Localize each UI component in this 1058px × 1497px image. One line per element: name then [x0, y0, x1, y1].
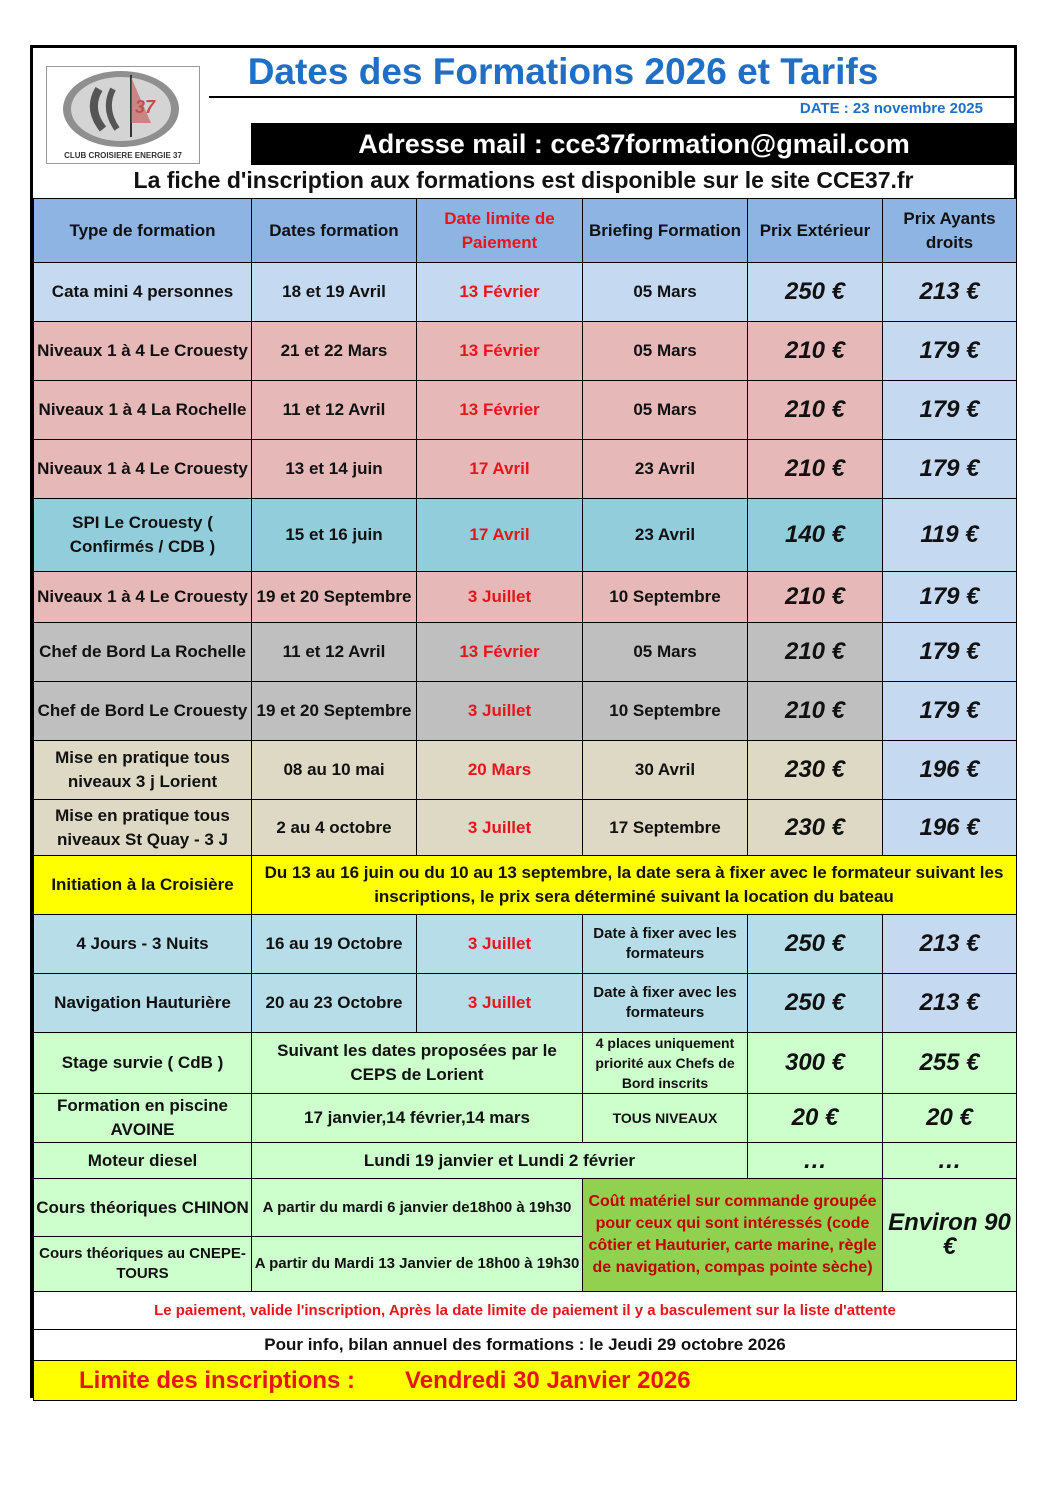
formation-dates: 19 et 20 Septembre — [252, 682, 417, 741]
price-exterior: 210 € — [748, 322, 883, 381]
formation-type: Niveaux 1 à 4 Le Crouesty — [34, 440, 252, 499]
price-members: 196 € — [883, 800, 1017, 856]
formation-dates: 15 et 16 juin — [252, 499, 417, 572]
table-row — [34, 915, 1017, 974]
col-header-briefing: Briefing Formation — [583, 199, 748, 263]
initiation-details: Du 13 au 16 juin ou du 10 au 13 septembre, la date sera à fixer avec le formateur suivant les inscriptions, le prix sera déterminé suivant la location du bateau — [252, 856, 1017, 915]
briefing-date: 10 Septembre — [583, 682, 748, 741]
price-members: 179 € — [883, 682, 1017, 741]
col-header-price-exterior: Prix Extérieur — [748, 199, 883, 263]
svg-text:37: 37 — [135, 97, 156, 117]
formation-type: Initiation à la Croisière — [34, 856, 252, 915]
formation-type: Cours théoriques au CNEPE-TOURS — [34, 1237, 252, 1292]
table-row — [34, 682, 1017, 741]
price-exterior: 210 € — [748, 572, 883, 623]
formation-dates: Suivant les dates proposées par le CEPS de Lorient — [252, 1033, 583, 1094]
payment-notice: Le paiement, valide l'inscription, Après la date limite de paiement il y a basculement sur la liste d'attente — [34, 1292, 1017, 1330]
price-exterior: 230 € — [748, 741, 883, 800]
registration-limit — [34, 1361, 1017, 1401]
title-divider — [209, 96, 1017, 98]
logo-caption: CLUB CROISIERE ENERGIE 37 — [64, 151, 182, 160]
briefing-date: 05 Mars — [583, 322, 748, 381]
briefing-note: TOUS NIVEAUX — [583, 1094, 748, 1143]
formation-dates: 20 au 23 Octobre — [252, 974, 417, 1033]
formation-dates: 18 et 19 Avril — [252, 263, 417, 322]
price-exterior: 300 € — [748, 1033, 883, 1094]
price-exterior: 210 € — [748, 682, 883, 741]
price-exterior: 250 € — [748, 915, 883, 974]
annual-review-info: Pour info, bilan annuel des formations : le Jeudi 29 octobre 2026 — [34, 1330, 1017, 1361]
price-members: 213 € — [883, 263, 1017, 322]
payment-limit: 13 Février — [417, 381, 583, 440]
formation-type: Chef de Bord Le Crouesty — [34, 682, 252, 741]
payment-limit: 3 Juillet — [417, 800, 583, 856]
formation-dates: 21 et 22 Mars — [252, 322, 417, 381]
table-header-row — [34, 199, 1017, 263]
formation-dates: 16 au 19 Octobre — [252, 915, 417, 974]
price-exterior: 230 € — [748, 800, 883, 856]
col-header-dates: Dates formation — [252, 199, 417, 263]
registration-limit-row — [34, 1361, 1017, 1401]
formation-type: Chef de Bord La Rochelle — [34, 623, 252, 682]
info-row — [34, 1330, 1017, 1361]
formation-type: 4 Jours - 3 Nuits — [34, 915, 252, 974]
payment-limit: 13 Février — [417, 623, 583, 682]
material-note: Coût matériel sur commande groupée pour ceux qui sont intéressés (code côtier et Hauturier, carte marine, règle de navigation, compas pointe sèche) — [583, 1179, 883, 1292]
briefing-date: 23 Avril — [583, 440, 748, 499]
payment-notice-row — [34, 1292, 1017, 1330]
formation-dates: 2 au 4 octobre — [252, 800, 417, 856]
page-title: Dates des Formations 2026 et Tarifs — [247, 51, 879, 92]
formations-table — [33, 198, 1017, 1401]
formation-dates: Lundi 19 janvier et Lundi 2 février — [252, 1143, 748, 1179]
price-members: 213 € — [883, 974, 1017, 1033]
formation-type: Stage survie ( CdB ) — [34, 1033, 252, 1094]
registration-limit-date: Vendredi 30 Janvier 2026 — [405, 1366, 691, 1394]
price-exterior: 210 € — [748, 440, 883, 499]
formation-type: Navigation Hauturière — [34, 974, 252, 1033]
formation-dates: 19 et 20 Septembre — [252, 572, 417, 623]
formation-type: Moteur diesel — [34, 1143, 252, 1179]
table-row — [34, 381, 1017, 440]
formation-dates: 17 janvier,14 février,14 mars — [252, 1094, 583, 1143]
formation-type: SPI Le Crouesty ( Confirmés / CDB ) — [34, 499, 252, 572]
price-exterior: 20 € — [748, 1094, 883, 1143]
formation-dates: 11 et 12 Avril — [252, 381, 417, 440]
table-row-diesel — [34, 1143, 1017, 1179]
payment-limit: 17 Avril — [417, 499, 583, 572]
payment-limit: 3 Juillet — [417, 974, 583, 1033]
briefing-date: 17 Septembre — [583, 800, 748, 856]
formation-dates: A partir du mardi 6 janvier de18h00 à 19h30 — [252, 1179, 583, 1237]
table-row — [34, 263, 1017, 322]
formation-type: Formation en piscine AVOINE — [34, 1094, 252, 1143]
email-banner: Adresse mail : cce37formation@gmail.com — [251, 123, 1017, 165]
price-members: 196 € — [883, 741, 1017, 800]
inscription-notice: La fiche d'inscription aux formations est disponible sur le site CCE37.fr — [133, 167, 914, 193]
payment-limit: 3 Juillet — [417, 572, 583, 623]
price-members: … — [883, 1143, 1017, 1179]
price-exterior: 210 € — [748, 381, 883, 440]
price-members: 255 € — [883, 1033, 1017, 1094]
formation-dates: 08 au 10 mai — [252, 741, 417, 800]
formation-type: Mise en pratique tous niveaux St Quay - 3 J — [34, 800, 252, 856]
price-exterior: 140 € — [748, 499, 883, 572]
price-exterior: … — [748, 1143, 883, 1179]
table-row — [34, 800, 1017, 856]
price-members: 179 € — [883, 440, 1017, 499]
club-logo — [46, 66, 200, 164]
table-row — [34, 623, 1017, 682]
col-header-payment-limit: Date limite de Paiement — [417, 199, 583, 263]
price-exterior: 210 € — [748, 623, 883, 682]
briefing-date: 05 Mars — [583, 623, 748, 682]
payment-limit: 13 Février — [417, 322, 583, 381]
formation-type: Niveaux 1 à 4 Le Crouesty — [34, 322, 252, 381]
payment-limit: 13 Février — [417, 263, 583, 322]
formation-type: Cata mini 4 personnes — [34, 263, 252, 322]
col-header-price-members: Prix Ayants droits — [883, 199, 1017, 263]
price-members: 213 € — [883, 915, 1017, 974]
cours-price: Environ 90 € — [883, 1179, 1017, 1292]
payment-limit: 3 Juillet — [417, 682, 583, 741]
briefing-date: 10 Septembre — [583, 572, 748, 623]
briefing-date: 30 Avril — [583, 741, 748, 800]
formation-dates: 13 et 14 juin — [252, 440, 417, 499]
table-row — [34, 440, 1017, 499]
formation-type: Mise en pratique tous niveaux 3 j Lorient — [34, 741, 252, 800]
document-date: DATE : 23 novembre 2025 — [799, 100, 983, 117]
briefing-date: 23 Avril — [583, 499, 748, 572]
table-row-survie — [34, 1033, 1017, 1094]
price-exterior: 250 € — [748, 263, 883, 322]
col-header-type: Type de formation — [34, 199, 252, 263]
formation-type: Niveaux 1 à 4 La Rochelle — [34, 381, 252, 440]
formation-type: Niveaux 1 à 4 Le Crouesty — [34, 572, 252, 623]
briefing-date: Date à fixer avec les formateurs — [583, 915, 748, 974]
formation-dates: 11 et 12 Avril — [252, 623, 417, 682]
briefing-date: 05 Mars — [583, 263, 748, 322]
price-members: 20 € — [883, 1094, 1017, 1143]
price-exterior: 250 € — [748, 974, 883, 1033]
price-members: 179 € — [883, 322, 1017, 381]
table-row-piscine — [34, 1094, 1017, 1143]
price-members: 119 € — [883, 499, 1017, 572]
payment-limit: 17 Avril — [417, 440, 583, 499]
formations-body — [34, 263, 1017, 1401]
formations-table-wrapper — [33, 198, 1014, 1401]
sailboat-logo-icon — [47, 67, 199, 163]
payment-limit: 20 Mars — [417, 741, 583, 800]
formation-dates: A partir du Mardi 13 Janvier de 18h00 à 19h30 — [252, 1237, 583, 1292]
briefing-date: Date à fixer avec les formateurs — [583, 974, 748, 1033]
briefing-note: 4 places uniquement priorité aux Chefs de Bord inscrits — [583, 1033, 748, 1094]
briefing-date: 05 Mars — [583, 381, 748, 440]
formation-type: Cours théoriques CHINON — [34, 1179, 252, 1237]
table-row-cours — [34, 1179, 1017, 1237]
table-row — [34, 741, 1017, 800]
table-row — [34, 572, 1017, 623]
table-row-initiation — [34, 856, 1017, 915]
table-row — [34, 974, 1017, 1033]
registration-limit-label: Limite des inscriptions : — [79, 1366, 356, 1394]
table-row — [34, 499, 1017, 572]
table-row — [34, 322, 1017, 381]
price-members: 179 € — [883, 381, 1017, 440]
price-members: 179 € — [883, 572, 1017, 623]
formation-sheet — [30, 45, 1017, 1398]
price-members: 179 € — [883, 623, 1017, 682]
payment-limit: 3 Juillet — [417, 915, 583, 974]
